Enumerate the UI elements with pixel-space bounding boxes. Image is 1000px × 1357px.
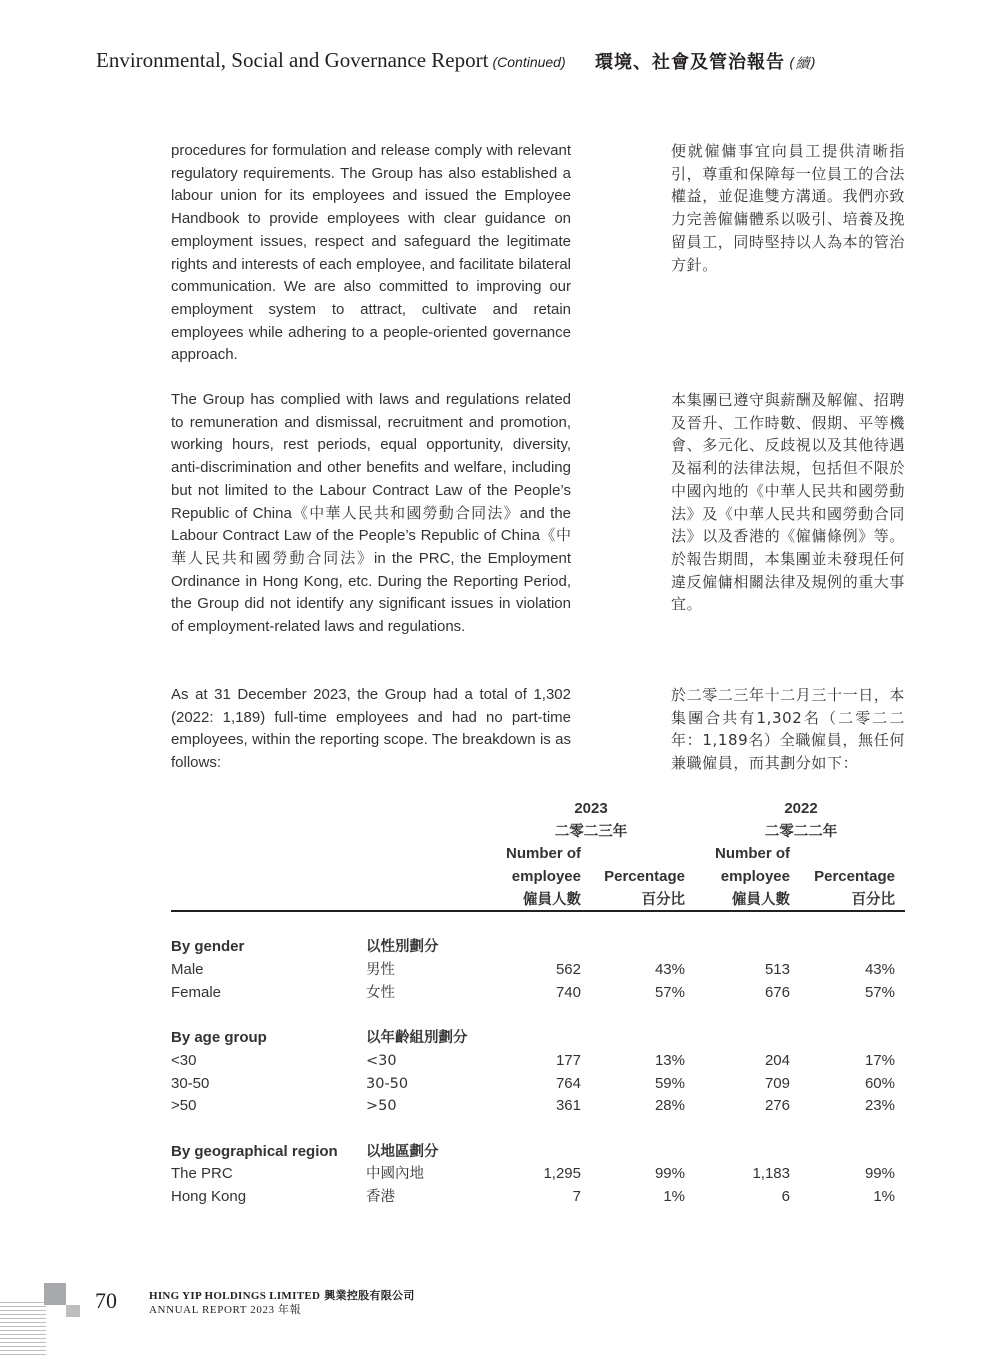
paragraph-2-en: The Group has complied with laws and regulations related to remuneration and dismissal, recruitment and promotion, working hours, rest periods, equal opportunity, diversity, anti-discrimination and other benefits and welfare, including but not limited to the Labour Contract Law of the People’s Republic of China《中華人民共和國勞動合同法》and the Labour Contract Law of the People’s Republic of China《中華人民共和國勞動合同法》in the PRC, the Employment Ordinance in Hong Kong, etc. During the Reporting Period, the Group did not identify any significant issues in violation of employment-related laws and regulations. xyxy=(171,391,571,636)
table-row xyxy=(171,1163,905,1186)
paragraph-3-en: As at 31 December 2023, the Group had a total of 1,302 (2022: 1,189) full-time employees and had no part-time employees, within the reporting scope. The breakdown is as follows: xyxy=(171,686,571,772)
table-header-row-3 xyxy=(171,889,905,912)
cell-number-2023: 562 xyxy=(555,961,581,979)
footer-stripes-decoration xyxy=(0,1302,46,1357)
table-header-year-zh-row xyxy=(171,821,905,844)
table-row xyxy=(171,1073,905,1096)
col-pct-2023-zh: 百分比 xyxy=(641,891,685,908)
cell-number-2023: 177 xyxy=(555,1051,581,1069)
cell-number-2022: 676 xyxy=(764,983,790,1001)
year-2023-label-zh: 二零二三年 xyxy=(554,823,628,840)
row-label-en: Hong Kong xyxy=(171,1188,247,1205)
row-label-zh: 香港 xyxy=(366,1189,395,1205)
col-pct-2022: Percentage xyxy=(814,868,895,886)
header-title-en-text: Environmental, Social and Governance Report xyxy=(96,48,489,72)
table-row xyxy=(171,1095,905,1118)
section-title-en: By age group xyxy=(171,1029,267,1047)
year-2023-label: 2023 xyxy=(574,800,608,817)
header-title-zh-text: 環境、社會及管治報告 xyxy=(595,52,785,73)
section-title-zh: 以年齡組別劃分 xyxy=(366,1030,468,1047)
footer-company-en: HING YIP HOLDINGS LIMITED xyxy=(149,1290,321,1302)
table-header-year-row xyxy=(171,798,905,821)
paragraph-2-zh: 本集團已遵守與薪酬及解僱、招聘及晉升、工作時數、假期、平等機會、多元化、反歧視以及其他待遇及福利的法律法規，包括但不限於中國內地的《中華人民共和國勞動法》及《中華人民共和國勞動合同法》以及香港的《僱傭條例》等。於報告期間，本集團並未發現任何違反僱傭相關法律及規例的重大事宜。 xyxy=(671,391,906,614)
cell-pct-2023: 13% xyxy=(654,1051,685,1069)
table-row xyxy=(171,1186,905,1209)
table-row xyxy=(171,959,905,982)
cell-number-2022: 1,183 xyxy=(752,1165,790,1183)
cell-number-2023: 1,295 xyxy=(543,1165,581,1183)
header-continued-zh: (續) xyxy=(789,56,817,72)
paragraph-1-en: procedures for formulation and release comply with relevant regulatory requirements. The Group has also established a labour union for its employees and issued the Employee Handbook to provide employees with clear guidance on employment issues, respect and safeguard the legitimate rights and interests of each employee, and facilitate bilateral communication. We are also committed to improving our employment system to attract, cultivate and retain employees while adhering to a people-oriented governance approach. xyxy=(171,142,571,364)
paragraph-3-zh: 於二零二三年十二月三十一日，本集團合共有1,302名（二零二二年：1,189名）全職僱員，無任何兼職僱員，而其劃分如下： xyxy=(671,686,906,773)
table-header-row-1 xyxy=(171,843,905,866)
table-header-row-2 xyxy=(171,866,905,889)
col-number-2023-line2: employee xyxy=(511,868,581,886)
cell-number-2022: 513 xyxy=(764,961,790,979)
cell-pct-2022: 23% xyxy=(864,1097,895,1115)
section-title-row xyxy=(171,1027,905,1050)
header-title-zh xyxy=(595,48,817,74)
row-label-en: 30-50 xyxy=(171,1074,210,1092)
table-header-rule xyxy=(171,910,905,912)
row-label-en: >50 xyxy=(171,1097,197,1115)
cell-pct-2023: 57% xyxy=(654,983,685,1001)
section-title-en: By gender xyxy=(171,938,245,956)
section-title-zh: 以性別劃分 xyxy=(366,939,439,956)
header-continued-en: (Continued) xyxy=(492,54,566,70)
header-title-en xyxy=(96,48,566,73)
row-label-en: The PRC xyxy=(171,1165,233,1183)
page-number: 70 xyxy=(95,1288,117,1313)
employee-breakdown-table xyxy=(171,798,905,1209)
cell-number-2022: 276 xyxy=(764,1097,790,1115)
cell-number-2023: 764 xyxy=(555,1074,581,1092)
col-number-2022-line1: Number of xyxy=(715,845,790,863)
col-number-2022-line2: employee xyxy=(720,868,790,886)
footer-square-decoration xyxy=(44,1283,66,1305)
cell-pct-2023: 99% xyxy=(654,1165,685,1183)
cell-number-2023: 7 xyxy=(572,1188,581,1205)
row-label-en: Female xyxy=(171,983,222,1001)
cell-pct-2023: 1% xyxy=(663,1188,685,1205)
col-number-2022-zh: 僱員人數 xyxy=(732,891,790,908)
table-row xyxy=(171,1050,905,1073)
paragraph-1-zh: 便就僱傭事宜向員工提供清晰指引，尊重和保障每一位員工的合法權益，並促進雙方溝通。我們亦致力完善僱傭體系以吸引、培養及挽留員工，同時堅持以人為本的管治方針。 xyxy=(671,142,906,274)
cell-pct-2022: 17% xyxy=(864,1051,895,1069)
year-2022-label: 2022 xyxy=(784,800,818,817)
row-label-zh: 中國內地 xyxy=(366,1166,424,1183)
cell-number-2022: 709 xyxy=(764,1074,790,1092)
section-title-en: By geographical region xyxy=(171,1142,338,1160)
cell-number-2022: 204 xyxy=(764,1051,790,1069)
cell-pct-2023: 28% xyxy=(654,1097,685,1115)
footer-company-zh: 興業控股有限公司 xyxy=(324,1289,415,1302)
section-title-row xyxy=(171,936,905,959)
section-title-zh: 以地區劃分 xyxy=(366,1143,439,1160)
col-number-2023-line1: Number of xyxy=(506,845,581,863)
cell-number-2022: 6 xyxy=(781,1188,790,1205)
cell-pct-2022: 1% xyxy=(873,1188,895,1205)
row-label-zh: 男性 xyxy=(366,962,395,979)
cell-pct-2022: 60% xyxy=(864,1074,895,1092)
year-2022-label-zh: 二零二二年 xyxy=(764,823,838,840)
row-label-zh: >50 xyxy=(366,1098,397,1115)
row-label-en: <30 xyxy=(171,1051,197,1069)
table-row xyxy=(171,982,905,1005)
row-label-zh: 30-50 xyxy=(366,1075,409,1092)
col-number-2023-zh: 僱員人數 xyxy=(523,891,581,908)
col-pct-2023: Percentage xyxy=(604,868,685,886)
cell-pct-2022: 99% xyxy=(864,1165,895,1183)
cell-pct-2022: 57% xyxy=(864,983,895,1001)
row-label-zh: 女性 xyxy=(366,984,395,1001)
cell-pct-2023: 59% xyxy=(654,1074,685,1092)
footer-annual-report: ANNUAL REPORT 2023 年報 xyxy=(149,1304,302,1316)
cell-pct-2022: 43% xyxy=(864,961,895,979)
row-label-zh: <30 xyxy=(366,1052,397,1069)
footer-small-square-decoration xyxy=(66,1305,80,1317)
cell-number-2023: 740 xyxy=(555,983,581,1001)
col-pct-2022-zh: 百分比 xyxy=(851,891,895,908)
cell-pct-2023: 43% xyxy=(654,961,685,979)
section-title-row xyxy=(171,1141,905,1164)
row-label-en: Male xyxy=(171,961,204,979)
cell-number-2023: 361 xyxy=(555,1097,581,1115)
